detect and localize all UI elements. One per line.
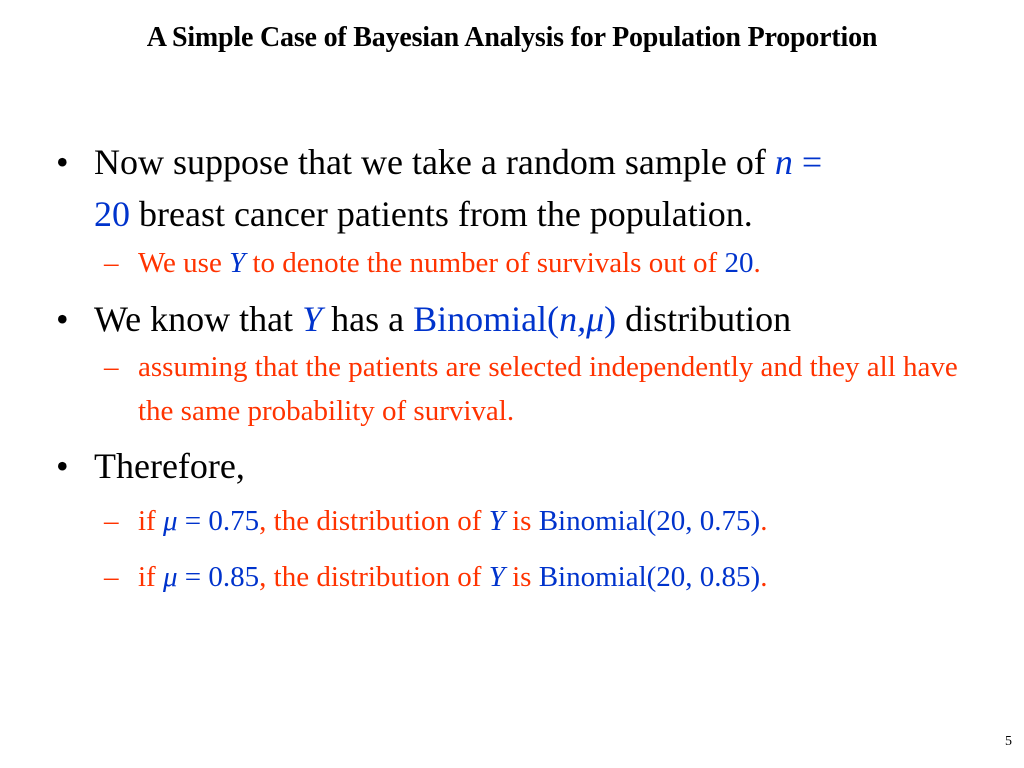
sub-bullet-item: – We use Y to denote the number of survivals out of 20.: [56, 241, 976, 285]
bullet-icon: •: [56, 299, 69, 339]
bullet-item: • Now suppose that we take a random sample of n = 20 breast cancer patients from the population.: [56, 136, 976, 240]
bullet-icon: •: [56, 142, 69, 182]
bullet-item: • We know that Y has a Binomial(n,μ) distribution: [56, 293, 976, 345]
dash-icon: –: [104, 351, 119, 383]
dash-icon: –: [104, 505, 119, 537]
slide-body: [56, 136, 976, 599]
bullet-icon: •: [56, 446, 69, 486]
dash-icon: –: [104, 247, 119, 279]
page-number: 5: [1005, 734, 1012, 749]
sub-bullet-item: – assuming that the patients are selected independently and they all have the same probability of survival.: [56, 345, 976, 433]
sub-bullet-item: – if μ = 0.85, the distribution of Y is Binomial(20, 0.85).: [56, 555, 976, 599]
bullet-item: • Therefore,: [56, 440, 976, 492]
sub-bullet-item: – if μ = 0.75, the distribution of Y is Binomial(20, 0.75).: [56, 499, 976, 543]
slide-title: A Simple Case of Bayesian Analysis for Population Proportion: [146, 22, 878, 53]
dash-icon: –: [104, 561, 119, 593]
